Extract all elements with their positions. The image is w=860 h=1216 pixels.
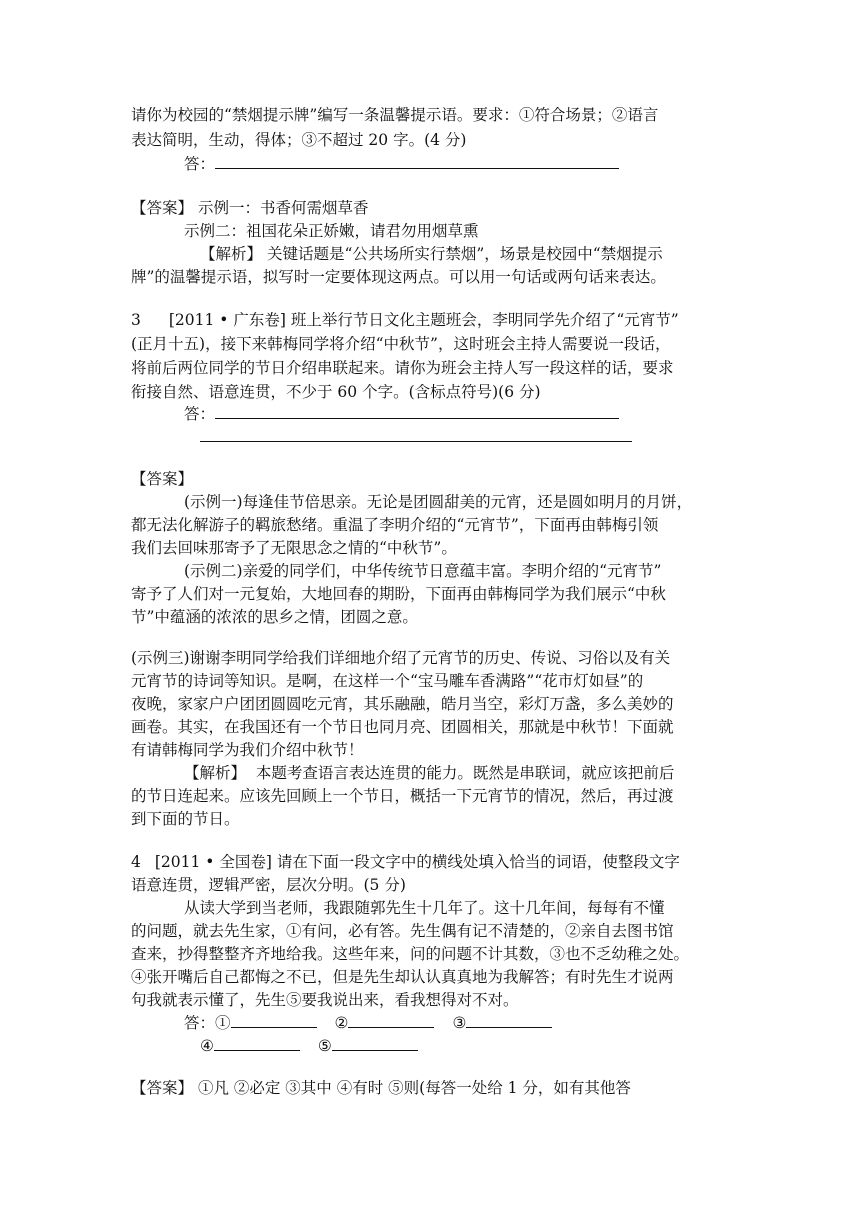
q3-line-2: (正月十五)，接下来韩梅同学将介绍“中秋节”，这时班会主持人需要说一段话， bbox=[131, 335, 671, 353]
q3-ex1-line-2: 都无法化解游子的羁旅愁绪。重温了李明介绍的“元宵节”，下面再由韩梅引领 bbox=[131, 516, 659, 534]
q3-analysis-1: 本题考查语言表达连贯的能力。既然是串联词，就应该把前后 bbox=[255, 764, 675, 782]
q4-stem-1: [2011 • 全国卷] 请在下面一段文字中的横线处填入恰当的词语，使整段文字 bbox=[154, 853, 680, 871]
q3-stem-1: [2011 • 广东卷] 班上举行节日文化主题班会，李明同学先介绍了“元宵节” bbox=[168, 311, 679, 329]
q3-ex2-line-1: (示例二)亲爱的同学们，中华传统节日意蕴丰富。李明介绍的“元宵节” bbox=[184, 562, 662, 580]
q2-analysis-row bbox=[200, 242, 663, 266]
q4-blank-5 bbox=[332, 1034, 418, 1051]
q2-example-1: 示例一：书香何需烟草香 bbox=[197, 199, 369, 217]
q4-blank-4-label: ④ bbox=[200, 1037, 214, 1055]
q2-answer-prefix: 答： bbox=[184, 155, 216, 173]
q4-answer-prefix: 答： bbox=[184, 1014, 216, 1032]
q4-answer-line-1 bbox=[184, 1011, 552, 1035]
q2-example-2: 示例二：祖国花朵正娇嫩，请君勿用烟草熏 bbox=[184, 222, 479, 240]
q4-blank-5-label: ⑤ bbox=[317, 1037, 332, 1055]
q4-blank-3 bbox=[466, 1011, 552, 1028]
q2-answer-line bbox=[184, 152, 619, 176]
q4-passage-1: 从读大学到当老师，我跟随郭先生十几年了。这十几年间，每每有不懂 bbox=[184, 899, 665, 917]
q3-analysis-label: 【解析】 bbox=[184, 764, 247, 782]
q4-passage-4: ④张开嘴后自己都悔之不已，但是先生却认认真真地为我解答；有时先生才说两 bbox=[131, 968, 674, 986]
q4-number: 4 bbox=[131, 853, 141, 871]
q4-line-1 bbox=[131, 850, 680, 874]
q3-analysis-row bbox=[184, 761, 674, 785]
q3-line-1 bbox=[131, 308, 679, 332]
q3-line-4: 衔接自然、语意连贯，不少于 60 个字。(含标点符号)(6 分) bbox=[131, 383, 541, 401]
q4-passage-3: 查来，抄得整整齐齐地给我。这些年来，问的问题不计其数，③也不乏幼稚之处。 bbox=[131, 945, 690, 963]
q3-answer-prefix: 答： bbox=[184, 405, 216, 423]
q3-answer-line-2 bbox=[200, 425, 632, 449]
q3-ex3-line-4: 画卷。其实，在我国还有一个节日也同月亮、团圆相关，那就是中秋节！下面就 bbox=[131, 718, 674, 736]
q3-ex3-line-1: (示例三)谢谢李明同学给我们详细地介绍了元宵节的历史、传说、习俗以及有关 bbox=[131, 649, 671, 667]
q4-answer-row bbox=[131, 1076, 631, 1100]
q3-ex3-line-3: 夜晚，家家户户团团圆圆吃元宵，其乐融融，皓月当空，彩灯万盏，多么美妙的 bbox=[131, 695, 674, 713]
q3-number: 3 bbox=[131, 311, 141, 329]
q2-answer-blank bbox=[215, 152, 619, 169]
q2-analysis-label: 【解析】 bbox=[200, 245, 263, 263]
q4-answer-line-2 bbox=[200, 1034, 418, 1058]
q4-line-2: 语意连贯，逻辑严密，层次分明。(5 分) bbox=[131, 876, 406, 894]
q3-ex1-line-1: (示例一)每逢佳节倍思亲。无论是团圆甜美的元宵，还是圆如明月的月饼， bbox=[184, 493, 693, 511]
q2-analysis-2: 牌”的温馨提示语，拟写时一定要体现这两点。可以用一句话或两句话来表达。 bbox=[131, 268, 666, 286]
q2-line-2: 表达简明，生动，得体；③不超过 20 字。(4 分) bbox=[131, 131, 467, 149]
q4-blank-3-label: ③ bbox=[452, 1014, 467, 1032]
q2-answer-label: 【答案】 bbox=[131, 199, 194, 217]
q3-ex2-line-2: 寄予了人们对一元复始，大地回春的期盼，下面再由韩梅同学为我们展示“中秋 bbox=[131, 585, 666, 603]
q3-answer-blank-1 bbox=[215, 402, 619, 419]
q4-answer-text: ①凡 ②必定 ③其中 ④有时 ⑤则(每答一处给 1 分，如有其他答 bbox=[197, 1079, 631, 1097]
q2-line-1: 请你为校园的“禁烟提示牌”编写一条温馨提示语。要求：①符合场景；②语言 bbox=[131, 106, 659, 124]
q3-answer-blank-2 bbox=[200, 425, 632, 442]
q3-ex3-line-5: 有请韩梅同学为我们介绍中秋节！ bbox=[131, 741, 364, 759]
q3-answer-label: 【答案】 bbox=[131, 470, 194, 488]
q4-answer-label: 【答案】 bbox=[131, 1079, 194, 1097]
q3-answer-line-1 bbox=[184, 402, 619, 426]
q3-ex1-line-3: 我们去回味那寄予了无限思念之情的“中秋节”。 bbox=[131, 539, 457, 557]
q3-line-3: 将前后两位同学的节日介绍串联起来。请你为班会主持人写一段这样的话，要求 bbox=[131, 359, 674, 377]
q2-answer-row bbox=[131, 196, 368, 220]
q4-blank-1-label: ① bbox=[215, 1014, 231, 1032]
q4-blank-2 bbox=[348, 1011, 434, 1028]
q4-blank-1 bbox=[231, 1011, 317, 1028]
q3-analysis-2: 的节日连起来。应该先回顾上一个节日，概括一下元宵节的情况，然后，再过渡 bbox=[131, 787, 674, 805]
q4-passage-2: 的问题，就去先生家，①有问，必有答。先生偶有记不清楚的，②亲自去图书馆 bbox=[131, 922, 674, 940]
q3-analysis-3: 到下面的节日。 bbox=[131, 810, 240, 828]
q3-ex3-line-2: 元宵节的诗词等知识。是啊，在这样一个“宝马雕车香满路”“花市灯如昼”的 bbox=[131, 672, 644, 690]
q4-blank-2-label: ② bbox=[334, 1014, 349, 1032]
q4-blank-4 bbox=[214, 1034, 300, 1051]
q2-analysis-1: 关键话题是“公共场所实行禁烟”，场景是校园中“禁烟提示 bbox=[266, 245, 663, 263]
q3-ex2-line-3: 节”中蕴涵的浓浓的思乡之情，团圆之意。 bbox=[131, 608, 418, 626]
q4-passage-5: 句我就表示懂了，先生⑤要我说出来，看我想得对不对。 bbox=[131, 991, 519, 1009]
